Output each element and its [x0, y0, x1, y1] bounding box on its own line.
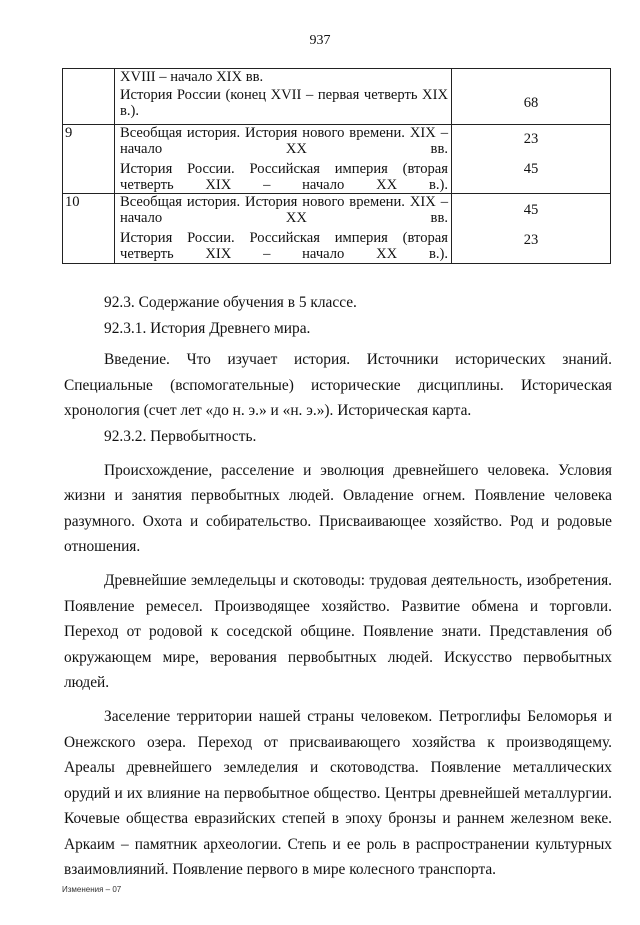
curriculum-table	[62, 68, 611, 264]
section-heading: 92.3. Содержание обучения в 5 классе.	[104, 294, 357, 311]
table-row	[63, 125, 611, 194]
hours-value	[452, 69, 610, 91]
subject-line: История России. Российская империя (вторая четверть XIX – начало XX в.).	[120, 230, 448, 262]
section-heading: 92.3.1. История Древнего мира.	[104, 319, 311, 337]
subject-line: История России (конец XVII – первая четверть XIX в.).	[120, 87, 448, 119]
table-row	[63, 69, 611, 125]
page-number: 937	[309, 33, 331, 48]
main-text	[64, 290, 612, 883]
subject-cell	[115, 69, 452, 125]
subject-line: Всеобщая история. История нового времени. XIX – начало XX вв.	[120, 125, 448, 157]
hours-cell	[452, 69, 611, 125]
paragraph: Введение. Что изучает история. Источники исторических знаний. Специальные (вспомогательные) исторические дисциплины. Историческая хронология (счет лет «до н. э.» и «н. э.»). Историческая карта.	[64, 351, 612, 420]
paragraph: Заселение территории нашей страны человеком. Петроглифы Беломорья и Онежского озера. Переход от присваивающего хозяйства к производящему. Ареалы древнейшего земледелия и скотоводства. Появление металлических орудий и их влияние на первобытное общество. Центры древнейшей металлургии. Кочевые общества евразийских степей в эпоху бронзы и раннем железном веке. Аркаим – памятник археологии. Степь и ее роль в распространении культурных взаимовлияний. Появление первого в мире колесного транспорта.	[64, 707, 612, 879]
hours-value: 45	[523, 202, 539, 218]
subject-cell	[115, 194, 452, 264]
table-row	[63, 194, 611, 264]
hours-value: 23	[523, 232, 539, 248]
row-number: 9	[63, 125, 115, 194]
subject-line: Всеобщая история. История нового времени. XIX – начало XX вв.	[120, 194, 448, 226]
row-number	[63, 69, 115, 125]
hours-value: 45	[523, 161, 539, 177]
paragraph: Древнейшие земледельцы и скотоводы: трудовая деятельность, изобретения. Появление ремесел. Производящее хозяйство. Развитие обмена и торговли. Переход от родовой к соседской общине. Появление знати. Представления об окружающем мире, верования первобытных людей. Искусство первобытных людей.	[64, 571, 612, 692]
hours-value: 23	[523, 131, 539, 147]
hours-cell	[452, 125, 611, 194]
subject-line: XVIII – начало XIX вв.	[120, 69, 264, 85]
subject-line: История России. Российская империя (вторая четверть XIX – начало XX в.).	[120, 161, 448, 193]
paragraph: Происхождение, расселение и эволюция древнейшего человека. Условия жизни и занятия первобытных людей. Овладение огнем. Появление человека разумного. Охота и собирательство. Присваивающее хозяйство. Род и родовые отношения.	[64, 461, 612, 556]
subject-cell	[115, 125, 452, 194]
hours-table	[62, 68, 611, 264]
hours-cell	[452, 194, 611, 264]
section-heading: 92.3.2. Первобытность.	[104, 427, 257, 445]
hours-value: 68	[523, 95, 539, 111]
footer-note: Изменения – 07	[62, 885, 122, 894]
row-number: 10	[63, 194, 115, 264]
